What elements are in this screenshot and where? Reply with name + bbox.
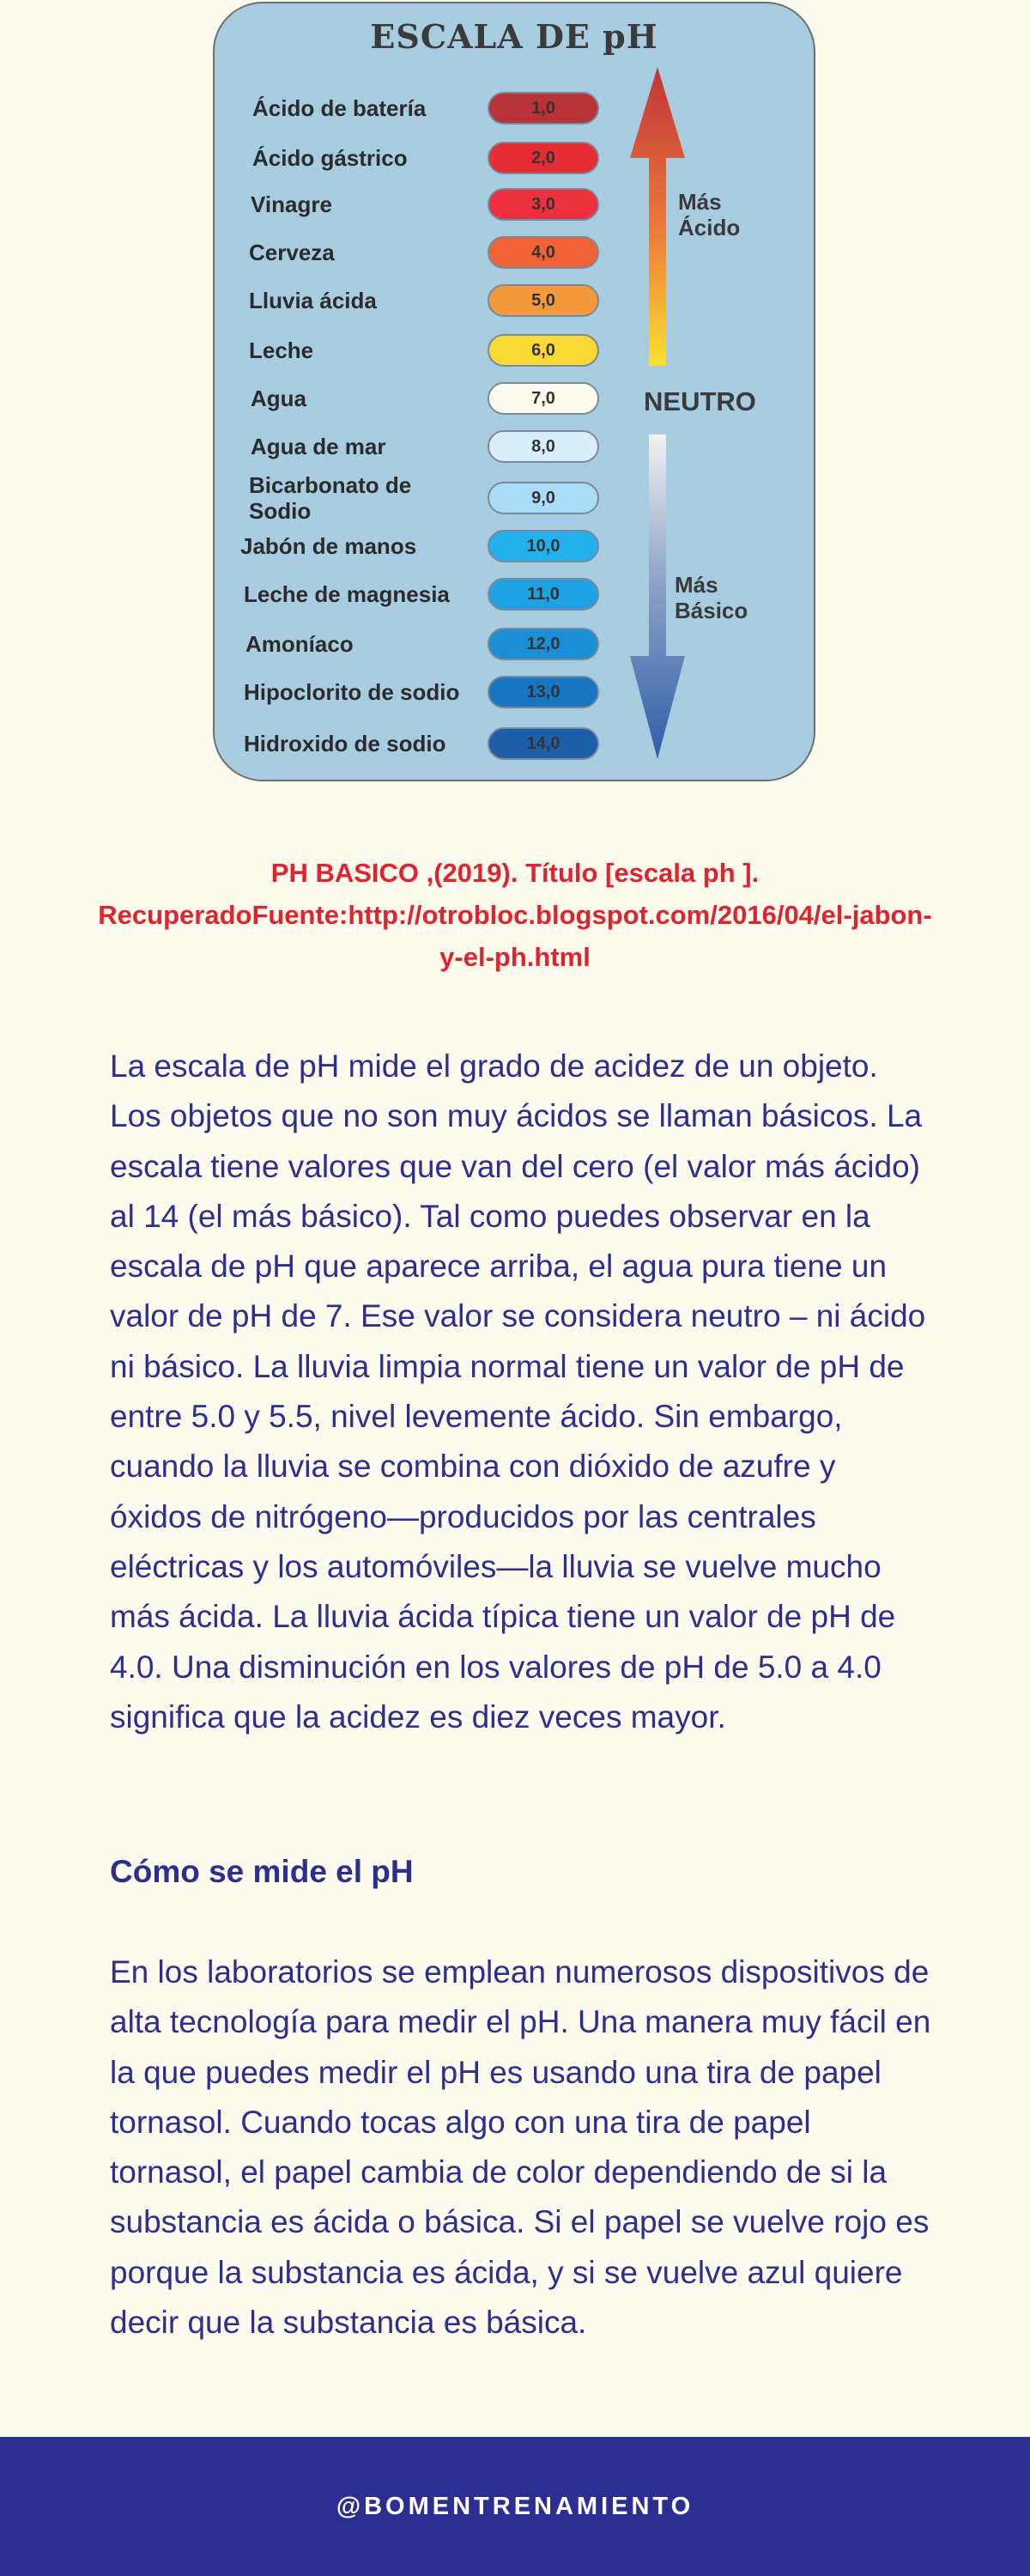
scale-row-label: Lluvia ácida xyxy=(249,288,377,313)
footer-handle[interactable]: @BOMENTRENAMIENTO xyxy=(336,2493,694,2520)
scale-row xyxy=(215,429,814,464)
scale-row xyxy=(215,333,814,368)
scale-row-label: Agua xyxy=(251,386,306,411)
scale-row-label: Leche xyxy=(249,337,314,363)
paragraph-measuring-ph: En los laboratorios se emplean numerosos dispositivos de alta tecnología para medir el pH. Una manera muy fácil en la que puedes medir el pH es usando una tira de papel tornasol. Cuando tocas algo con una tira de papel tornasol, el papel cambia de color dependiendo de si la substancia es ácida o básica. Si el papel se vuelve rojo es porque la substancia es ácida, y si se vuelve azul quiere decir que la substancia es básica. xyxy=(110,1954,931,2341)
acid-label: Más Ácido xyxy=(678,189,741,240)
scale-row-value: 10,0 xyxy=(488,530,599,562)
scale-row-label: Cerveza xyxy=(249,240,335,265)
scale-row-value: 5,0 xyxy=(488,284,599,317)
scale-row xyxy=(215,283,814,318)
scale-row-value: 3,0 xyxy=(488,188,599,221)
ph-scale-infographic xyxy=(213,2,815,781)
scale-row-label: Leche de magnesia xyxy=(244,581,450,607)
scale-row-value: 12,0 xyxy=(488,628,599,660)
scale-row-label: Agua de mar xyxy=(251,434,386,459)
scale-title: ESCALA DE pH xyxy=(370,17,658,56)
scale-row xyxy=(215,529,814,563)
scale-row xyxy=(215,235,814,270)
scale-row xyxy=(215,91,814,125)
footer xyxy=(0,2437,1030,2576)
scale-row-value: 2,0 xyxy=(488,142,599,174)
image-citation: PH BASICO ,(2019). Título [escala ph ]. RecuperadoFuente:http://otrobloc.blogspot.com/2016/04/el-jabon-y-el-ph.html xyxy=(98,858,932,972)
basic-label: Más Básico xyxy=(675,572,748,623)
scale-row-value: 4,0 xyxy=(488,236,599,269)
scale-row-value: 13,0 xyxy=(488,676,599,708)
scale-row-label: Vinagre xyxy=(251,191,332,217)
neutral-label: NEUTRO xyxy=(644,386,756,416)
scale-row-value: 14,0 xyxy=(488,727,599,760)
scale-row-value: 9,0 xyxy=(488,482,599,514)
scale-row xyxy=(215,627,814,661)
scale-row-value: 8,0 xyxy=(488,430,599,463)
scale-row-label: Hipoclorito de sodio xyxy=(244,679,460,705)
section-heading: Cómo se mide el pH xyxy=(110,1854,414,1889)
scale-row-label: Bicarbonato de Sodio xyxy=(249,472,412,524)
paragraph-ph-scale: La escala de pH mide el grado de acidez de un objeto. Los objetos que no son muy ácidos se llaman básicos. La escala tiene valores que van del cero (el valor más ácido) al 14 (el más básico). Tal como puedes observar en la escala de pH que aparece arriba, el agua pura tiene un valor de pH de 7. Ese valor se considera neutro – ni ácido ni básico. La lluvia limpia normal tiene un valor de pH de entre 5.0 y 5.5, nivel levemente ácido. Sin embargo, cuando la lluvia se combina con dióxido de azufre y óxidos de nitrógeno—producidos por las centrales eléctricas y los automóviles—la lluvia se vuelve mucho más ácida. La lluvia ácida típica tiene un valor de pH de 4.0. Una disminución en los valores de pH de 5.0 a 4.0 significa que la acidez es diez veces mayor. xyxy=(110,1048,926,1735)
scale-row-value: 11,0 xyxy=(488,578,599,611)
scale-row-label: Ácido gástrico xyxy=(252,145,408,171)
scale-row xyxy=(215,726,814,761)
scale-row-label: Amoníaco xyxy=(245,631,354,657)
scale-row xyxy=(215,675,814,709)
scale-row xyxy=(215,472,814,524)
scale-row-value: 6,0 xyxy=(488,334,599,367)
scale-row-value: 7,0 xyxy=(488,382,599,415)
scale-row-value: 1,0 xyxy=(488,92,599,125)
scale-row-label: Hidroxido de sodio xyxy=(244,731,446,756)
scale-row-label: Ácido de batería xyxy=(252,95,427,121)
scale-row xyxy=(215,141,814,175)
scale-row-label: Jabón de manos xyxy=(240,533,417,559)
